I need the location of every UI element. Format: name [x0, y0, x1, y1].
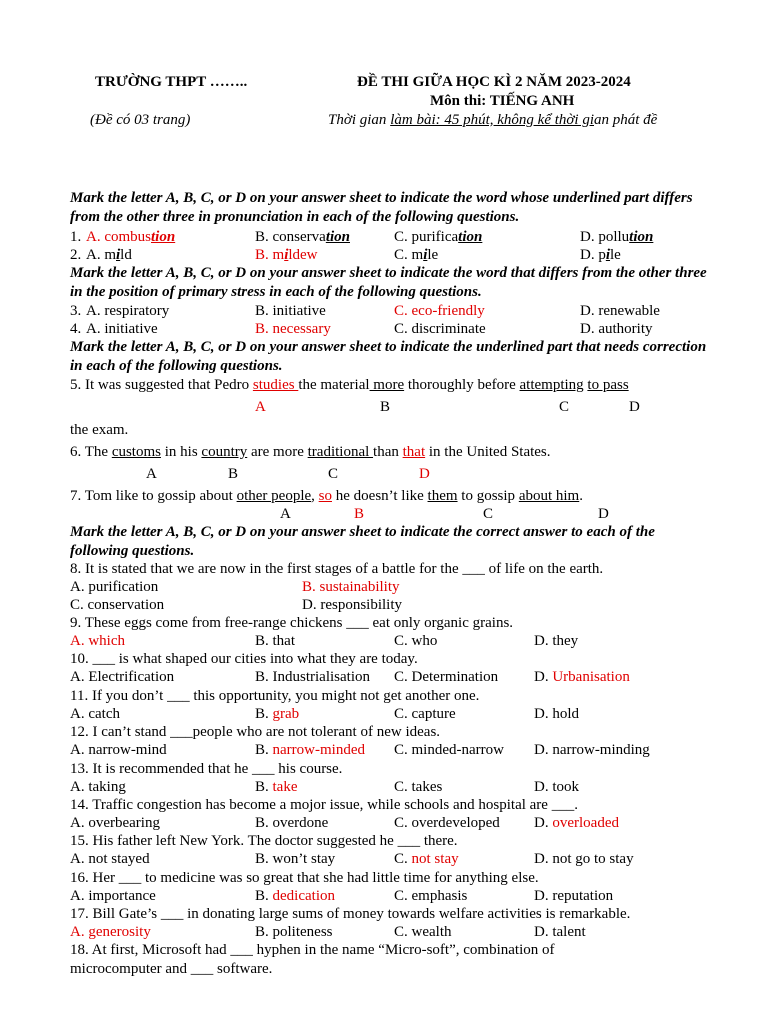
- question-3: [70, 302, 710, 320]
- q15-option-c[interactable]: C. not stay: [394, 851, 459, 867]
- q11-option-b[interactable]: B. grab: [255, 706, 300, 722]
- question-18-stem-line1: 18. At first, Microsoft had ___ hyphen in the name “Micro-soft”, combination of: [70, 942, 555, 958]
- q4-option-c[interactable]: C. discriminate: [394, 321, 486, 337]
- question-10-stem: 10. ___ is what shaped our cities into what they are today.: [70, 651, 418, 667]
- q11-option-a[interactable]: A. catch: [70, 706, 120, 722]
- q5-label-c: C: [559, 399, 570, 415]
- q3-number: 3.: [70, 303, 82, 319]
- q7-part-c[interactable]: them: [427, 488, 458, 504]
- instruction-multiple-choice: Mark the letter A, B, C, or D on your answer sheet to indicate the correct answer to each of the following questions.: [70, 524, 655, 559]
- q15-option-d[interactable]: D. not go to stay: [534, 851, 634, 867]
- q6-label-b: B: [228, 466, 239, 482]
- q8-option-a[interactable]: A. purification: [70, 579, 159, 595]
- q10-option-b[interactable]: B. Industrialisation: [255, 669, 370, 685]
- q2-number: 2.: [70, 247, 82, 263]
- q5-label-a: A: [255, 399, 266, 415]
- question-1: [70, 228, 710, 246]
- q12-option-c[interactable]: C. minded-narrow: [394, 742, 504, 758]
- q6-label-d: D: [419, 466, 430, 482]
- q6-part-c[interactable]: traditional: [307, 444, 374, 460]
- q17-option-d[interactable]: D. talent: [534, 924, 586, 940]
- question-14-stem: 14. Traffic congestion has become a mojor issue, while schools and hospital are ___.: [70, 797, 578, 813]
- q13-option-c[interactable]: C. takes: [394, 779, 443, 795]
- q4-option-d[interactable]: D. authority: [580, 321, 653, 337]
- q4-number: 4.: [70, 321, 82, 337]
- instruction-stress: Mark the letter A, B, C, or D on your answer sheet to indicate the word that differs from the other three in the position of primary stress in each of the following questions.: [70, 265, 707, 300]
- q2-option-c[interactable]: C. mile: [394, 247, 439, 263]
- q2-option-d[interactable]: D. pile: [580, 247, 621, 263]
- question-9-stem: 9. These eggs come from free-range chickens ___ eat only organic grains.: [70, 615, 514, 631]
- q10-option-c[interactable]: C. Determination: [394, 669, 499, 685]
- q10-option-a[interactable]: A. Electrification: [70, 669, 175, 685]
- question-6-sentence: 6. The customs in his country are more traditional than that in the United States.: [70, 444, 551, 460]
- instruction-error: Mark the letter A, B, C, or D on your answer sheet to indicate the underlined part that needs correction in each of the following questions.: [70, 339, 707, 374]
- instruction-pronunciation: Mark the letter A, B, C, or D on your answer sheet to indicate the word whose underlined part differs from the other three in pronunciation in each of the following questions.: [70, 190, 693, 225]
- question-13-stem: 13. It is recommended that he ___ his course.: [70, 761, 343, 777]
- q15-option-b[interactable]: B. won’t stay: [255, 851, 336, 867]
- q5-part-a[interactable]: studies: [252, 377, 299, 393]
- question-5-sentence: 5. It was suggested that Pedro studies the material more thoroughly before attempting to pass: [70, 377, 629, 393]
- q5-part-c[interactable]: attempting: [519, 377, 584, 393]
- q9-option-a[interactable]: A. which: [70, 633, 125, 649]
- q16-option-d[interactable]: D. reputation: [534, 888, 614, 904]
- question-15-options: [70, 850, 710, 868]
- q10-option-d[interactable]: D. Urbanisation: [534, 669, 630, 685]
- q17-option-a[interactable]: A. generosity: [70, 924, 151, 940]
- q13-option-a[interactable]: A. taking: [70, 779, 126, 795]
- time-line: [328, 110, 657, 130]
- question-17-stem: 17. Bill Gate’s ___ in donating large sums of money towards welfare activities is remarkable.: [70, 906, 631, 922]
- q17-option-b[interactable]: B. politeness: [255, 924, 333, 940]
- school-name: TRƯỜNG THPT ……..: [95, 74, 248, 90]
- q7-part-b[interactable]: so: [318, 488, 332, 504]
- q5-part-b[interactable]: more: [369, 377, 405, 393]
- q7-part-a[interactable]: other people: [236, 488, 312, 504]
- q13-option-b[interactable]: B. take: [255, 779, 298, 795]
- q7-part-d[interactable]: about him: [518, 488, 580, 504]
- q6-part-b[interactable]: country: [201, 444, 248, 460]
- q3-option-b[interactable]: B. initiative: [255, 303, 326, 319]
- q1-option-a[interactable]: A. combustion: [86, 229, 176, 245]
- q2-option-a[interactable]: A. mild: [86, 247, 132, 263]
- question-8-stem: 8. It is stated that we are now in the first stages of a battle for the ___ of life on the earth.: [70, 561, 604, 577]
- q5-label-d: D: [629, 399, 640, 415]
- q12-option-b[interactable]: B. narrow-minded: [255, 742, 365, 758]
- q9-option-d[interactable]: D. they: [534, 633, 579, 649]
- question-4: [70, 320, 710, 338]
- q15-option-a[interactable]: A. not stayed: [70, 851, 150, 867]
- question-11-stem: 11. If you don’t ___ this opportunity, you might not get another one.: [70, 688, 480, 704]
- time-underlined: làm bài: 45 phút, không kể thời gi: [390, 112, 594, 128]
- q11-option-c[interactable]: C. capture: [394, 706, 456, 722]
- q8-option-b[interactable]: B. sustainability: [302, 579, 400, 595]
- q1-number: 1.: [70, 229, 82, 245]
- q6-part-a[interactable]: customs: [111, 444, 161, 460]
- q16-option-c[interactable]: C. emphasis: [394, 888, 468, 904]
- q3-option-d[interactable]: D. renewable: [580, 303, 660, 319]
- question-15-stem: 15. His father left New York. The doctor suggested he ___ there.: [70, 833, 458, 849]
- question-7-sentence: 7. Tom like to gossip about other people, so he doesn’t like them to gossip about him.: [70, 488, 583, 504]
- exam-title: ĐỀ THI GIỮA HỌC KÌ 2 NĂM 2023-2024: [357, 74, 631, 90]
- q7-label-d: D: [598, 506, 609, 522]
- question-16-options: [70, 887, 710, 905]
- q7-label-a: A: [280, 506, 291, 522]
- q9-option-b[interactable]: B. that: [255, 633, 295, 649]
- question-17-options: [70, 923, 710, 941]
- question-14-options: [70, 814, 710, 832]
- q5-continuation: the exam.: [70, 422, 129, 438]
- q1-option-c[interactable]: C. purification: [394, 229, 483, 245]
- subject-line: Môn thi: TIẾNG ANH: [430, 93, 575, 109]
- question-18-stem-line2: microcomputer and ___ software.: [70, 961, 273, 977]
- question-16-stem: 16. Her ___ to medicine was so great that she had little time for anything else.: [70, 870, 539, 886]
- question-13-options: [70, 778, 710, 796]
- q8-option-d[interactable]: D. responsibility: [302, 597, 402, 613]
- q13-option-d[interactable]: D. took: [534, 779, 579, 795]
- q4-option-a[interactable]: A. initiative: [86, 321, 158, 337]
- time-prefix: Thời gian: [328, 112, 391, 128]
- question-10-options: [70, 668, 710, 686]
- question-11-options: [70, 705, 710, 723]
- q3-option-c[interactable]: C. eco-friendly: [394, 303, 485, 319]
- q14-option-d[interactable]: D. overloaded: [534, 815, 619, 831]
- q14-option-c[interactable]: C. overdeveloped: [394, 815, 500, 831]
- q4-option-b[interactable]: B. necessary: [255, 321, 331, 337]
- time-suffix: an phát đề: [594, 112, 658, 128]
- q2-option-b[interactable]: B. mildew: [255, 247, 318, 263]
- q3-option-a[interactable]: A. respiratory: [86, 303, 170, 319]
- q5-label-b: B: [380, 399, 391, 415]
- q1-option-d[interactable]: D. pollution: [580, 229, 654, 245]
- pages-note: (Đề có 03 trang): [90, 112, 191, 128]
- q17-option-c[interactable]: C. wealth: [394, 924, 452, 940]
- q14-option-a[interactable]: A. overbearing: [70, 815, 160, 831]
- q14-option-b[interactable]: B. overdone: [255, 815, 329, 831]
- question-2: [70, 246, 710, 264]
- q16-option-a[interactable]: A. importance: [70, 888, 156, 904]
- q9-option-c[interactable]: C. who: [394, 633, 438, 649]
- question-9-options: [70, 632, 710, 650]
- q1-option-b[interactable]: B. conservation: [255, 229, 350, 245]
- q8-option-c[interactable]: C. conservation: [70, 597, 165, 613]
- q16-option-b[interactable]: B. dedication: [255, 888, 335, 904]
- q7-label-c: C: [483, 506, 494, 522]
- q6-label-a: A: [146, 466, 157, 482]
- question-12-stem: 12. I can’t stand ___people who are not tolerant of new ideas.: [70, 724, 441, 740]
- q5-part-d[interactable]: to pass: [587, 377, 629, 393]
- q6-part-d[interactable]: that: [402, 444, 426, 460]
- q6-label-c: C: [328, 466, 339, 482]
- q11-option-d[interactable]: D. hold: [534, 706, 579, 722]
- q12-option-d[interactable]: D. narrow-minding: [534, 742, 650, 758]
- q7-label-b: B: [354, 506, 365, 522]
- question-12-options: [70, 741, 710, 759]
- q12-option-a[interactable]: A. narrow-mind: [70, 742, 167, 758]
